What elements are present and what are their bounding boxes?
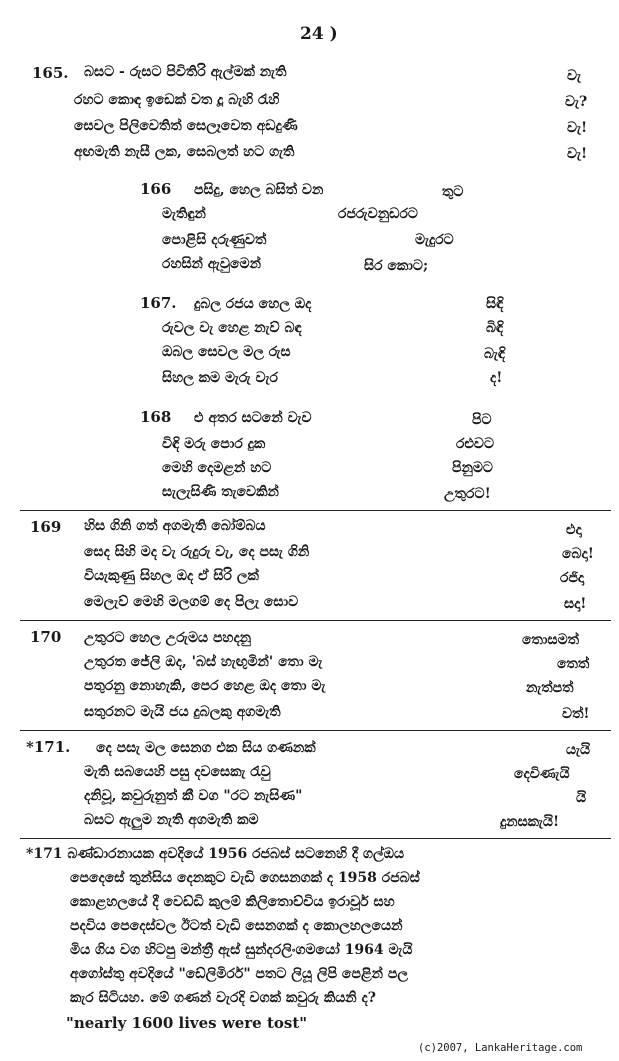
verse-line-end: දුනසකැයි! (500, 814, 560, 830)
verse-number: 169 (30, 518, 62, 536)
verse-line-end: බෙදා! (562, 546, 594, 562)
verse-line: බසට - රුසට පිවිතිරි ඇල්මක් නැති (84, 64, 287, 80)
verse-line-end: රජිදා (560, 570, 585, 586)
verse-line-end: බිඳි (486, 320, 504, 336)
verse-line-end: සදා! (564, 596, 587, 612)
verse-line: විඳි මරු පොර දුක (162, 436, 266, 452)
verse-line-end: පිට (472, 412, 492, 428)
footnote-line: අගෝස්තු අවදියේ "ඩේලිමිරර්" පතට ලියූ ලිපි පෙළින් පල (70, 966, 409, 982)
verse-line-end: වැ? (565, 94, 588, 110)
verse-line-end: මැදුරට (415, 232, 454, 248)
verse-line-end: දෙවිණැයි (514, 766, 570, 782)
verse-line-end: සිර කොට; (364, 258, 429, 274)
verse-line-end: රජරුවනුඩරට (338, 206, 418, 222)
verse-line: අඟමැති නැසී ලක, සෙබලත් හට ගැති (74, 144, 295, 160)
verse-number: 167. (140, 294, 177, 312)
verse-line-end: එදා (566, 522, 582, 538)
verse-line: බසට ඇලුම නැති අගමැති කම (84, 812, 259, 828)
verse-line: මෙහි දෙමළන් හට (162, 460, 272, 476)
verse-line-end: වැ! (567, 120, 588, 136)
verse-line-end: රළුවට (456, 436, 495, 452)
verse-line: පොළිසි දරුණුවත් (162, 232, 267, 248)
footnote-line: කැර සිටියහ. මේ ගණන් වැරදි වගක් කවුරු කියනි ද? (70, 990, 376, 1006)
verse-line-end: උතුරට! (444, 486, 491, 502)
verse-line: ඔබල සෙවල මල රුස (162, 344, 291, 360)
verse-line-end: සිඳි (486, 296, 504, 312)
verse-line: සතුරනට මැයි ජය දුබලකු අගමැති (84, 704, 281, 720)
verse-line-end: තොසමත් (522, 632, 580, 648)
verse-line-end: යි (576, 790, 587, 806)
verse-line: පතුරනු නොහැකි, පෙර හෙළ ඔද තො මැ (84, 678, 326, 694)
verse-line-end: තුට (442, 184, 464, 200)
verse-line-end: බැඳි (484, 346, 506, 362)
footnote-line: පදවිය පෙදෙස්වල ඊටත් වැඩි සෙනගක් ද කොලහලයෙන් (70, 918, 403, 934)
verse-line: උතුරත ජේලි ඔද, 'බස් හැඟුමින්' තො මැ (84, 654, 323, 670)
verse-line: පසිදු, හෙල බසිත් වන (194, 182, 324, 198)
verse-line-end: යැයි (566, 742, 591, 758)
footnote-english-quote: "nearly 1600 lives were tost" (66, 1014, 308, 1032)
footnote-line: කොළහලයේ දී වෙඩ්ඩි කුලම් කිලිතොච්චිය ඉරාවූර් සහ (70, 894, 395, 910)
verse-line-end: නැත්පත් (526, 680, 574, 696)
verse-line: දෙ පසැ මල සෙනග එක සිය ගණනක් (96, 740, 316, 756)
verse-line: රහට කොඳ ඉඩෙක් වත දූ බැහි රැහි (74, 92, 280, 108)
verse-number: 165. (32, 64, 69, 82)
verse-line: සෙවල පිලිවෙතිත් සෙලෑවෙත අඩදුණි (74, 118, 298, 134)
verse-line: එ අතර සටනේ වැව (194, 410, 312, 426)
verse-line: සිහල කම මැරු වැර (162, 370, 278, 386)
verse-line-end: වැ! (567, 146, 588, 162)
footnote-line: මිය ගිය වග හිටපු මන්ත්‍රී ඇස් සුන්දරලිංගමයෝ 1964 මැයි (70, 942, 413, 958)
verse-line: උතුරට හෙල උරුමය පහදනු (84, 630, 252, 646)
verse-line-end: ද! (490, 370, 503, 386)
verse-line: දුබල රජය හෙල ඔද (194, 296, 312, 312)
verse-number: 170 (30, 628, 62, 646)
verse-line-end: පිනුමට (452, 460, 493, 476)
verse-line: මැතිඳුන් (162, 206, 206, 222)
verse-line: දනිවූ, කවුරුනුත් කී වග "රට නැසිණ" (84, 788, 303, 804)
verse-line: රුවල වැ හෙළ නැව් බඳ (162, 320, 302, 336)
footnote-line: පෙදෙසේ තුන්සිය දෙනකුට වැඩි ගෙසනගක් ද 1958 රජබස් (70, 870, 420, 886)
verse-line-end: වත්! (562, 706, 590, 722)
verse-number: 166 (140, 180, 172, 198)
verse-line: සැලැසිණි තැවෙකින් (162, 484, 279, 500)
verse-number: 168 (140, 408, 172, 426)
verse-line-end: තෙත් (557, 656, 590, 672)
section-divider (20, 620, 611, 621)
verse-line-end: වැ (567, 68, 581, 84)
verse-line: සෙද සිහි මද වැ රුදුරු වැ, දෙ පසැ ගිනි (84, 544, 310, 560)
verse-line: මෙලැව් මෙහි මලගම් දෙ පිලැ සොව (84, 594, 299, 610)
verse-line: වියැකුණු සිහල ඔද ඒ සිරි ලක් (84, 568, 259, 584)
footnote-line: *171 බණ්ඩාරනායක අවදියේ 1956 රජබස් සටනෙහි දී ගල්ඔය (26, 846, 405, 862)
verse-number: *171. (26, 738, 71, 756)
copyright-notice: (c)2007, LankaHeritage.com (418, 1042, 583, 1054)
footnote-divider (20, 838, 611, 839)
page-number: 24 ) (300, 24, 338, 44)
verse-line: හිස ගිනි ගත් අගමැති බෝම්බය (84, 518, 266, 534)
section-divider (20, 730, 611, 731)
verse-line: මැති සබයෙහි පසු දවසෙකැ රැවු (84, 764, 271, 780)
verse-line: රහසින් ඇවුමෙන් (162, 256, 261, 272)
section-divider (20, 510, 611, 511)
